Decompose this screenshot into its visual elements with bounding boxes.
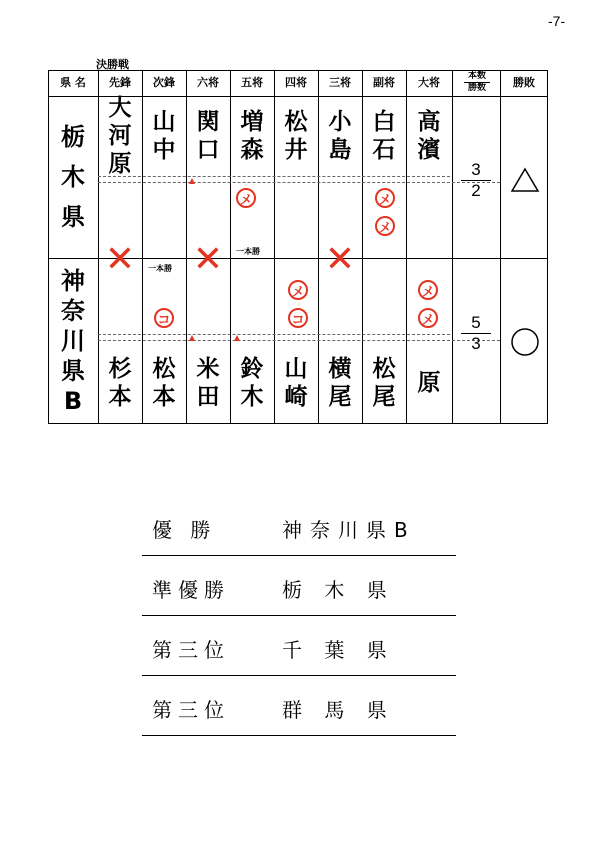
player-char: 濱 (417, 137, 441, 163)
top-points: 3 (471, 160, 481, 179)
ranking-row (142, 556, 456, 616)
ratio-top (454, 160, 498, 201)
score-bottom-line (98, 334, 450, 335)
bottom-points: 5 (471, 313, 481, 332)
triangle-draw-icon (510, 167, 540, 193)
player-char: 米 (196, 356, 220, 382)
player-char: 田 (196, 384, 220, 410)
ranking-row (142, 496, 456, 556)
col-divider (452, 70, 453, 424)
score-top-line (98, 176, 450, 177)
circle-win-icon (510, 327, 540, 357)
player-char: 関 (196, 109, 220, 135)
ratio-bottom (454, 313, 498, 354)
player-char: 口 (196, 137, 220, 163)
player-char: 増 (240, 109, 264, 135)
player-char: 横 (328, 356, 352, 382)
rank-team: 群 馬 県 (282, 698, 395, 722)
team-top-name-char: 栃 (61, 123, 85, 151)
player-char: 尾 (372, 384, 396, 410)
header-ratio-points: 本数 (464, 71, 490, 83)
score-bottom-line (98, 340, 450, 341)
player-bottom-jiho (142, 342, 186, 424)
header-fukusho: 副将 (373, 76, 395, 89)
first-point-marker (189, 178, 195, 184)
player-bottom-yonsho (274, 342, 318, 424)
player-char: 本 (108, 384, 132, 410)
header-gosho: 五将 (241, 76, 263, 89)
rank-team: 千 葉 県 (282, 638, 395, 662)
match-caption: 決勝戦 (96, 58, 129, 71)
header-result: 勝敗 (513, 76, 535, 89)
result-bottom (503, 322, 547, 362)
player-char: 松 (284, 109, 308, 135)
men-mark: メ (418, 308, 438, 328)
player-char: 杉 (108, 356, 132, 382)
player-char: 河 (108, 123, 132, 149)
kote-mark: コ (154, 308, 174, 328)
player-bottom-sansho (318, 342, 362, 424)
men-mark: メ (236, 188, 256, 208)
men-mark: メ (288, 280, 308, 300)
player-top-jiho (142, 96, 186, 176)
header-taisho: 大将 (418, 76, 440, 89)
final-ranking (142, 496, 456, 736)
player-char: 石 (372, 137, 396, 163)
loss-cross: ✕ (324, 239, 356, 280)
header-jiho: 次鋒 (153, 76, 175, 89)
player-char: 原 (417, 370, 441, 396)
loss-cross: ✕ (192, 239, 224, 280)
player-char: 山 (152, 109, 176, 135)
team-bottom-name-char: 奈 (61, 297, 85, 325)
team-bottom-name-char: 川 (61, 327, 85, 355)
player-char: 本 (152, 384, 176, 410)
rank-title: 第三位 (152, 698, 230, 722)
rank-title: 第三位 (152, 638, 230, 662)
bottom-wins: 3 (471, 334, 481, 353)
col-divider (500, 70, 501, 424)
player-char: 鈴 (240, 356, 264, 382)
player-top-rokusho (186, 96, 230, 176)
men-mark: メ (418, 280, 438, 300)
player-char: 尾 (328, 384, 352, 410)
player-top-yonsho (274, 96, 318, 176)
player-bottom-taisho (407, 342, 451, 424)
player-top-senpo (98, 96, 142, 176)
ippon-gachi-label: 一本勝 (148, 264, 172, 273)
loss-cross: ✕ (104, 239, 136, 280)
men-mark: メ (375, 188, 395, 208)
player-char: 島 (328, 137, 352, 163)
score-top-line (98, 182, 450, 183)
team-bottom-name-char: B (63, 387, 83, 415)
rank-title: 準優勝 (152, 578, 230, 602)
rank-team: 栃 木 県 (282, 578, 395, 602)
header-rokusho: 六将 (197, 76, 219, 89)
player-bottom-rokusho (186, 342, 230, 424)
player-top-fukusho (362, 96, 406, 176)
header-sansho: 三将 (329, 76, 351, 89)
player-top-gosho (230, 96, 274, 176)
rank-team: 神奈川県B (282, 518, 416, 542)
header-ratio-wins: 勝数 (467, 83, 486, 93)
ranking-row (142, 676, 456, 736)
player-top-taisho (407, 96, 451, 176)
player-char: 木 (240, 384, 264, 410)
player-bottom-gosho (230, 342, 274, 424)
team-top-name (48, 96, 98, 258)
player-char: 崎 (284, 384, 308, 410)
player-char: 原 (108, 151, 132, 177)
header-prefecture: 県 名 (60, 76, 86, 89)
first-point-marker (189, 335, 195, 341)
ranking-row (142, 616, 456, 676)
player-char: 中 (152, 137, 176, 163)
player-char: 松 (372, 356, 396, 382)
team-top-name-char: 木 (61, 163, 85, 191)
team-bottom-name (48, 258, 98, 424)
result-top (503, 160, 547, 200)
player-char: 井 (284, 137, 308, 163)
player-char: 小 (328, 109, 352, 135)
player-bottom-fukusho (362, 342, 406, 424)
player-bottom-senpo (98, 342, 142, 424)
team-top-name-char: 県 (61, 203, 85, 231)
player-char: 森 (240, 137, 264, 163)
men-mark: メ (375, 216, 395, 236)
bracket-table (48, 70, 548, 424)
header-senpo: 先鋒 (109, 76, 131, 89)
rank-title: 優 勝 (152, 518, 217, 542)
player-char: 松 (152, 356, 176, 382)
player-char: 白 (372, 109, 396, 135)
player-char: 大 (108, 95, 132, 121)
top-wins: 2 (471, 181, 481, 200)
header-yonsho: 四将 (285, 76, 307, 89)
first-point-marker (234, 335, 240, 341)
page-number: -7- (548, 13, 566, 29)
kote-mark: コ (288, 308, 308, 328)
ippon-gachi-label: 一本勝 (236, 247, 260, 256)
header-ratio (464, 71, 490, 95)
player-char: 高 (417, 109, 441, 135)
team-bottom-name-char: 県 (61, 357, 85, 385)
team-bottom-name-char: 神 (61, 267, 85, 295)
player-char: 山 (284, 356, 308, 382)
player-top-sansho (318, 96, 362, 176)
